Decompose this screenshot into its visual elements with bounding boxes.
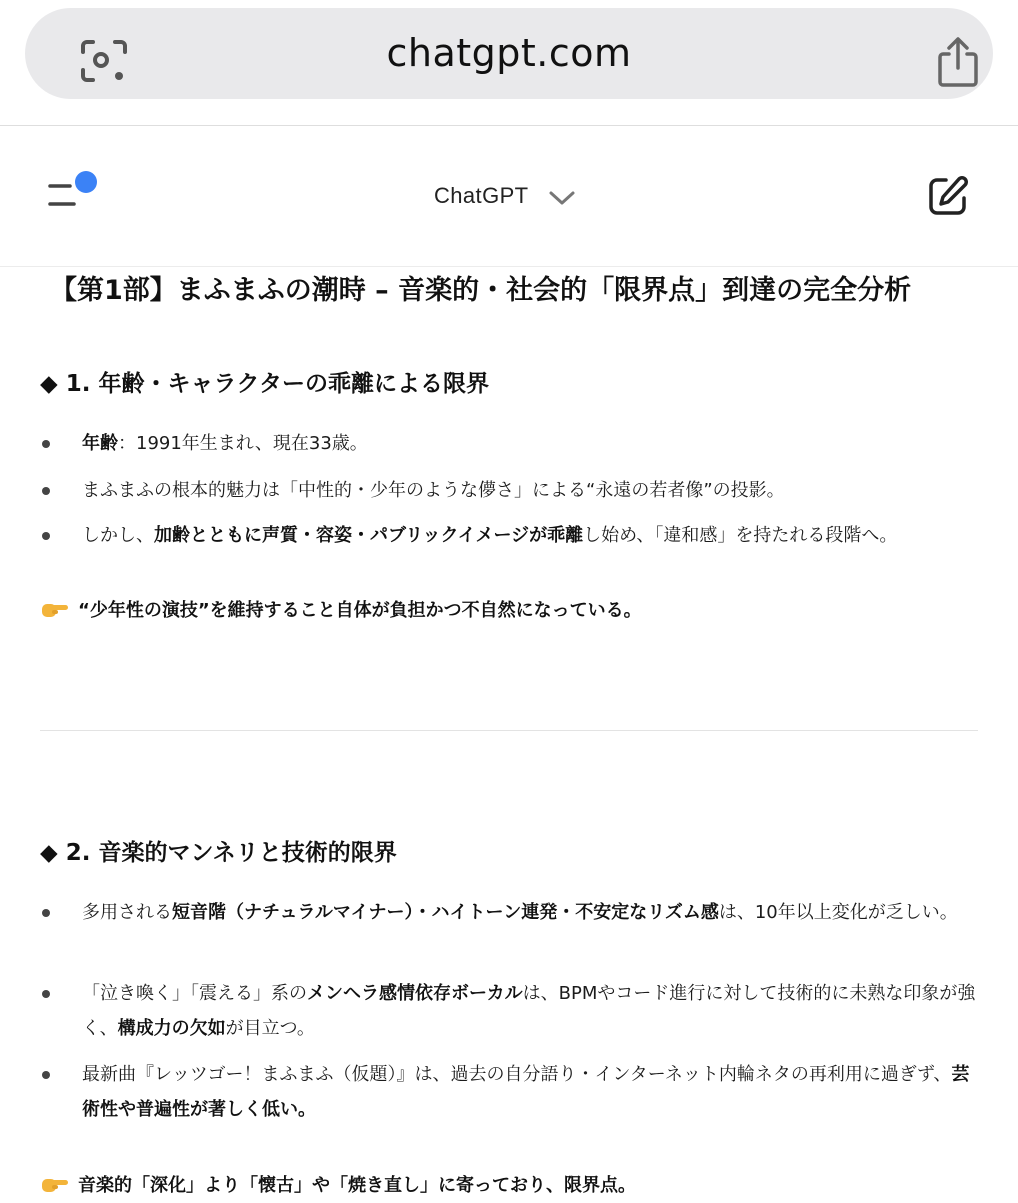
bold-text-run: 加齢とともに声質・容姿・パブリックイメージが乖離 [154, 525, 584, 546]
bold-text-run: 芸術性や普遍性が著しく低い。 [82, 1064, 970, 1120]
note-text: “少年性の演技”を維持すること自体が負担かつ不自然になっている。 [78, 600, 642, 621]
bullet-text [82, 518, 980, 553]
bullet-text [82, 1057, 980, 1127]
model-label: ChatGPT [434, 183, 529, 208]
note-text: 音楽的「深化」より「懐古」や「焼き直し」に寄っており、限界点。 [78, 1175, 636, 1196]
text-run: しかし、 [82, 525, 154, 546]
text-run: 多用される [82, 902, 172, 923]
list-item [40, 895, 980, 930]
chat-header [0, 126, 1018, 267]
bullet-text [82, 976, 980, 1046]
list-item [40, 426, 980, 461]
sidebar-menu-icon[interactable] [46, 170, 102, 214]
url-text[interactable]: chatgpt.com [386, 31, 632, 75]
notification-dot [75, 171, 97, 193]
list-item [40, 518, 980, 553]
article-title: 【第1部】まふまふの潮時 – 音楽的・社会的「限界点」到達の完全分析 [50, 275, 912, 306]
bullet-dot [42, 990, 50, 998]
callout-note [40, 594, 1000, 628]
bold-text-run: メンヘラ感情依存ボーカル [307, 983, 523, 1004]
browser-toolbar [0, 0, 1018, 126]
section-heading: ◆ 2. 音楽的マンネリと技術的限界 [40, 840, 397, 866]
text-run: ：1991年生まれ、現在33歳。 [118, 433, 368, 454]
model-selector[interactable] [420, 176, 577, 216]
chevron-down-icon [547, 188, 577, 208]
bullet-dot [42, 909, 50, 917]
bold-text-run: 年齢 [82, 433, 118, 454]
list-item [40, 1057, 980, 1127]
bullet-text [82, 895, 980, 930]
list-item [40, 473, 980, 508]
bold-text-run: 構成力の欠如 [117, 1018, 226, 1039]
pointing-hand-icon [40, 599, 70, 619]
bullet-dot [42, 532, 50, 540]
bold-text-run: 短音階（ナチュラルマイナー）・ハイトーン連発・不安定なリズム感 [172, 902, 719, 923]
bullet-text [82, 473, 980, 508]
bullet-text [82, 426, 980, 461]
text-run: が目立つ。 [225, 1018, 315, 1039]
text-run: は、BPMやコード進行に対して技術的に未熟な印象が強く、 [82, 983, 976, 1039]
text-run: は、10年以上変化が乏しい。 [718, 902, 958, 923]
chat-message [0, 267, 1018, 1200]
bullet-dot [42, 440, 50, 448]
section-heading: ◆ 1. 年齢・キャラクターの乖離による限界 [40, 371, 489, 397]
address-bar[interactable] [25, 8, 993, 99]
pointing-hand-icon [40, 1174, 70, 1194]
bullet-dot [42, 1071, 50, 1079]
bullet-dot [42, 487, 50, 495]
text-run: まふまふの根本的魅力は「中性的・少年のような儚さ」による“永遠の若者像”の投影。 [82, 480, 785, 501]
text-run: 最新曲『レッツゴー！まふまふ（仮題）』は、過去の自分語り・インターネット内輪ネタの再利用に過ぎず、 [82, 1064, 952, 1085]
list-item [40, 976, 980, 1046]
share-icon[interactable] [935, 36, 981, 88]
callout-note [40, 1169, 1000, 1203]
text-run: 「泣き喚く」「震える」系の [82, 983, 307, 1004]
new-chat-icon[interactable] [926, 174, 970, 218]
text-run: し始め、「違和感」を持たれる段階へ。 [583, 525, 898, 546]
section-divider [40, 730, 978, 731]
